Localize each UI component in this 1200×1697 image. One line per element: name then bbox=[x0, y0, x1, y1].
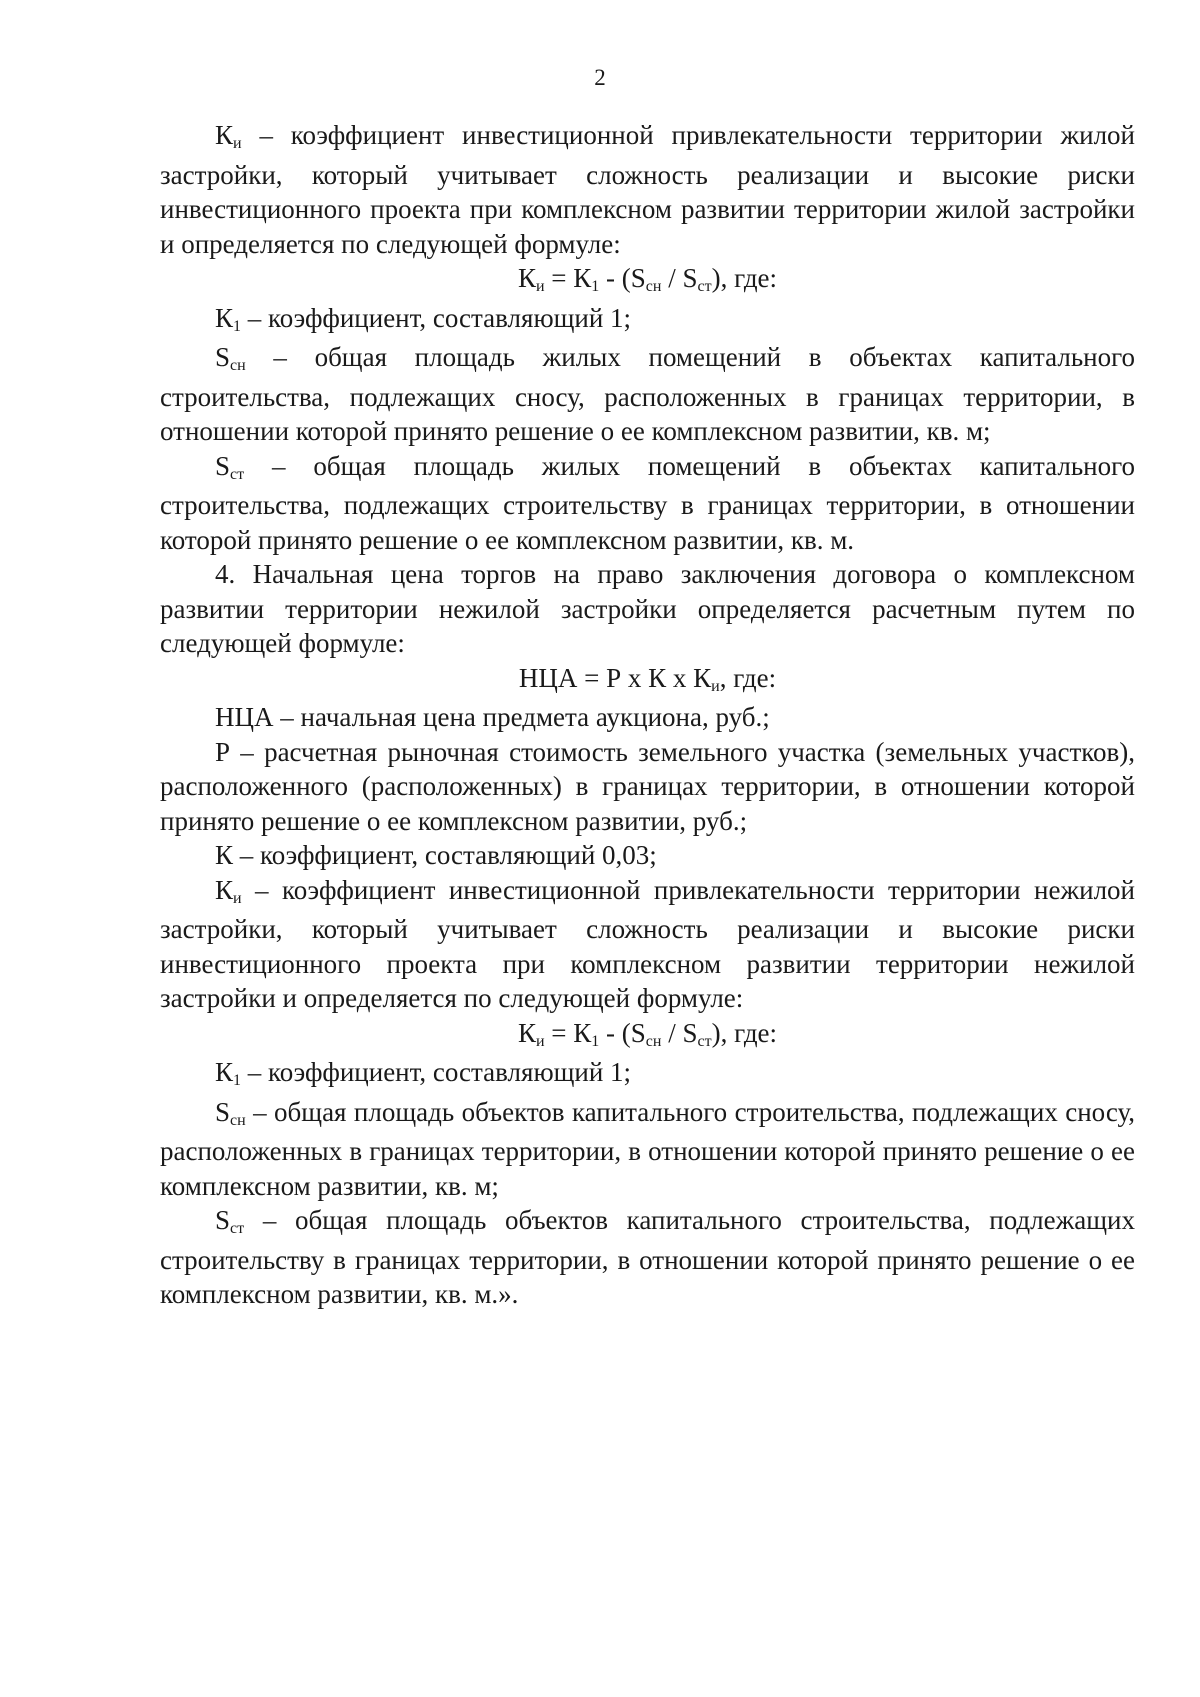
sst-definition-residential: Sст – общая площадь жилых помещений в объектах капитального строительства, подлежащих строительству в границах территории, в отношении которой принято решение о ее комплексном развитии, кв. м. bbox=[160, 450, 1135, 555]
ki-definition-nonresidential: Ки – коэффициент инвестиционной привлекательности территории нежилой застройки, который учитывает сложность реализации и высокие риски инвестиционного проекта при комплексном развитии территории нежилой застройки и определяется по следующей формуле: bbox=[160, 874, 1135, 1013]
ki-definition-residential: Ки – коэффициент инвестиционной привлекательности территории жилой застройки, который учитывает сложность реализации и высокие риски инвестиционного проекта при комплексном развитии территории жилой застройки и определяется по следующей формуле: bbox=[160, 120, 1136, 259]
nca-formula: НЦА = Р х К х Ки, где: bbox=[518, 662, 777, 695]
ssn-definition-nonresidential: Sсн – общая площадь объектов капитального строительства, подлежащих сносу, расположенных в границах территории, в отношении которой принято решение о ее комплексном развитии, кв. м; bbox=[160, 1096, 1135, 1201]
k1-definition-nonresidential: К1 – коэффициент, составляющий 1; bbox=[215, 1057, 632, 1089]
ki-formula-nonresidential: Ки = К1 - (Sсн / Sст), где: bbox=[517, 1017, 778, 1050]
sst-definition-nonresidential: Sст – общая площадь объектов капитального строительства, подлежащих строительству в границах территории, в отношении которой принято решение о ее комплексном развитии, кв. м.». bbox=[160, 1205, 1136, 1309]
k-definition: К – коэффициент, составляющий 0,03; bbox=[215, 840, 657, 870]
item-4: 4. Начальная цена торгов на право заключения договора о комплексном развитии территории нежилой застройки определяется расчетным путем по следующей формуле: bbox=[160, 559, 1135, 658]
k1-definition-residential: К1 – коэффициент, составляющий 1; bbox=[215, 302, 632, 335]
nca-definition: НЦА – начальная цена предмета аукциона, руб.; bbox=[215, 702, 770, 732]
p-definition: Р – расчетная рыночная стоимость земельного участка (земельных участков), расположенного (расположенных) в границах территории, в отношении которой принято решение о ее комплексном развитии, руб.; bbox=[160, 736, 1135, 836]
document-body bbox=[160, 118, 1135, 1312]
page-number: 2 bbox=[594, 65, 606, 90]
ssn-definition-residential: Sсн – общая площадь жилых помещений в объектах капитального строительства, подлежащих сносу, расположенных в границах территории, в отношении которой принято решение о ее комплексном развитии, кв. м; bbox=[160, 342, 1136, 446]
ki-formula-residential: Ки = К1 - (Sсн / Sст), где: bbox=[517, 263, 778, 295]
